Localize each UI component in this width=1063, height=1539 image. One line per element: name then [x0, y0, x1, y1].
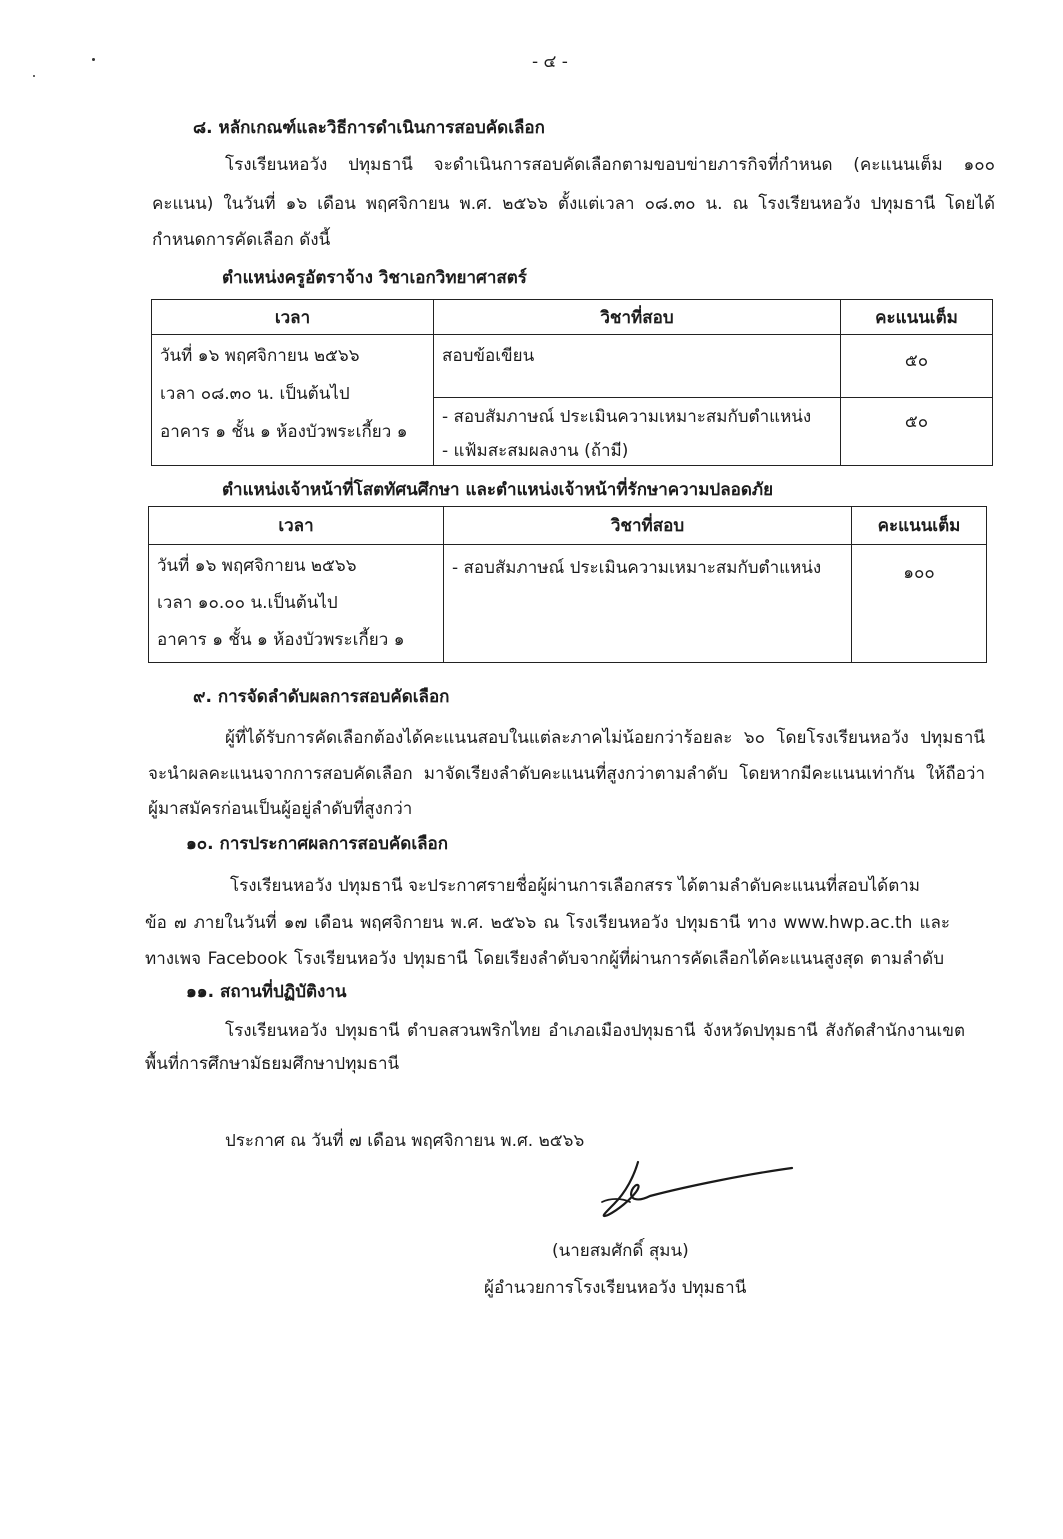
scan-dot [92, 58, 95, 61]
section-9-text-line: จะนำผลคะแนนจากการสอบคัดเลือก มาจัดเรียงลำดับคะแนนที่สูงกว่าตามลำดับ โดยหากมีคะแนนเท่ากัน ให้ถือว่า [148, 764, 985, 784]
table1-score: ๕๐ [904, 412, 929, 432]
section-10-text-line: โรงเรียนหอวัง ปทุมธานี จะประกาศรายชื่อผู้ผ่านการเลือกสรร ได้ตามลำดับคะแนนที่สอบได้ตาม [230, 876, 920, 896]
section-8-text-line: โรงเรียนหอวัง ปทุมธานี จะดำเนินการสอบคัดเลือกตามขอบข่ายภารกิจที่กำหนด (คะแนนเต็ม ๑๐๐ [225, 155, 995, 175]
section-11-heading: ๑๑. สถานที่ปฏิบัติงาน [186, 982, 347, 1002]
section-9-text-line: ผู้ที่ได้รับการคัดเลือกต้องได้คะแนนสอบในแต่ละภาคไม่น้อยกว่าร้อยละ ๖๐ โดยโรงเรียนหอวัง ปทุมธานี [225, 728, 985, 748]
table1 [151, 299, 993, 466]
table2-subject-cell [444, 545, 852, 663]
table1-subject-line: - สอบสัมภาษณ์ ประเมินความเหมาะสมกับตำแหน่ง [442, 407, 812, 427]
table1-subject-cell [434, 398, 841, 466]
table1-score: ๕๐ [904, 351, 929, 371]
table1-time-line: อาคาร ๑ ชั้น ๑ ห้องบัวพระเกี้ยว ๑ [160, 422, 408, 442]
table2 [148, 506, 987, 663]
table2-score: ๑๐๐ [903, 563, 935, 583]
table2-header-subject: วิชาที่สอบ [444, 507, 852, 545]
table2-header-time: เวลา [149, 507, 444, 545]
table1-subject-cell [434, 335, 841, 398]
section-9-heading: ๙. การจัดลำดับผลการสอบคัดเลือก [193, 687, 450, 707]
announcement-date: ประกาศ ณ วันที่ ๗ เดือน พฤศจิกายน พ.ศ. ๒๕๖๖ [225, 1131, 585, 1151]
section-10-text-line: ทางเพจ Facebook โรงเรียนหอวัง ปทุมธานี โดยเรียงลำดับจากผู้ที่ผ่านการคัดเลือกได้คะแนนสูงสุด ตามลำดับ [145, 949, 944, 969]
table2-time-line: วันที่ ๑๖ พฤศจิกายน ๒๕๖๖ [157, 556, 357, 576]
table1-time-cell [152, 335, 434, 466]
table1-title: ตำแหน่งครูอัตราจ้าง วิชาเอกวิทยาศาสตร์ [222, 268, 527, 288]
section-8-heading: ๘. หลักเกณฑ์และวิธีการดำเนินการสอบคัดเลือก [193, 118, 545, 138]
scan-dot [33, 75, 35, 77]
section-10-text-line: ข้อ ๗ ภายในวันที่ ๑๗ เดือน พฤศจิกายน พ.ศ. ๒๕๖๖ ณ โรงเรียนหอวัง ปทุมธานี ทาง www.hwp.ac.th และ [145, 913, 950, 933]
table1-time-line: วันที่ ๑๖ พฤศจิกายน ๒๕๖๖ [160, 346, 360, 366]
table1-score-cell [841, 335, 993, 398]
table1-subject-line: - แฟ้มสะสมผลงาน (ถ้ามี) [442, 441, 629, 461]
table1-header-subject: วิชาที่สอบ [434, 300, 841, 335]
section-10-heading: ๑๐. การประกาศผลการสอบคัดเลือก [186, 834, 449, 854]
table1-header-score: คะแนนเต็ม [841, 300, 993, 335]
section-9-text-line: ผู้มาสมัครก่อนเป็นผู้อยู่ลำดับที่สูงกว่า [148, 799, 413, 819]
signer-name: (นายสมศักดิ์ สุมน) [552, 1241, 689, 1261]
section-11-text-line: พื้นที่การศึกษามัธยมศึกษาปทุมธานี [145, 1054, 400, 1074]
page-number: - ๔ - [532, 52, 568, 72]
table2-header-score: คะแนนเต็ม [852, 507, 987, 545]
table1-score-cell [841, 398, 993, 466]
table2-subject-line: - สอบสัมภาษณ์ ประเมินความเหมาะสมกับตำแหน่ง [452, 558, 822, 578]
table1-subject-line: สอบข้อเขียน [442, 346, 535, 366]
table1-time-line: เวลา ๐๘.๓๐ น. เป็นต้นไป [160, 384, 350, 404]
table2-time-cell [149, 545, 444, 663]
table2-time-line: อาคาร ๑ ชั้น ๑ ห้องบัวพระเกี้ยว ๑ [157, 630, 405, 650]
handwritten-signature [588, 1158, 808, 1228]
table1-header-time: เวลา [152, 300, 434, 335]
section-11-text-line: โรงเรียนหอวัง ปทุมธานี ตำบลสวนพริกไทย อำเภอเมืองปทุมธานี จังหวัดปทุมธานี สังกัดสำนักงานเขต [225, 1021, 965, 1041]
section-8-text-line: คะแนน) ในวันที่ ๑๖ เดือน พฤศจิกายน พ.ศ. ๒๕๖๖ ตั้งแต่เวลา ๐๘.๓๐ น. ณ โรงเรียนหอวัง ปทุมธานี โดยได้ [152, 194, 995, 214]
signer-title: ผู้อำนวยการโรงเรียนหอวัง ปทุมธานี [484, 1278, 747, 1298]
table2-score-cell [852, 545, 987, 663]
table2-title: ตำแหน่งเจ้าหน้าที่โสตทัศนศึกษา และตำแหน่งเจ้าหน้าที่รักษาความปลอดภัย [222, 480, 774, 500]
section-8-text-line: กำหนดการคัดเลือก ดังนี้ [152, 230, 331, 250]
table2-time-line: เวลา ๑๐.๐๐ น.เป็นต้นไป [157, 593, 338, 613]
